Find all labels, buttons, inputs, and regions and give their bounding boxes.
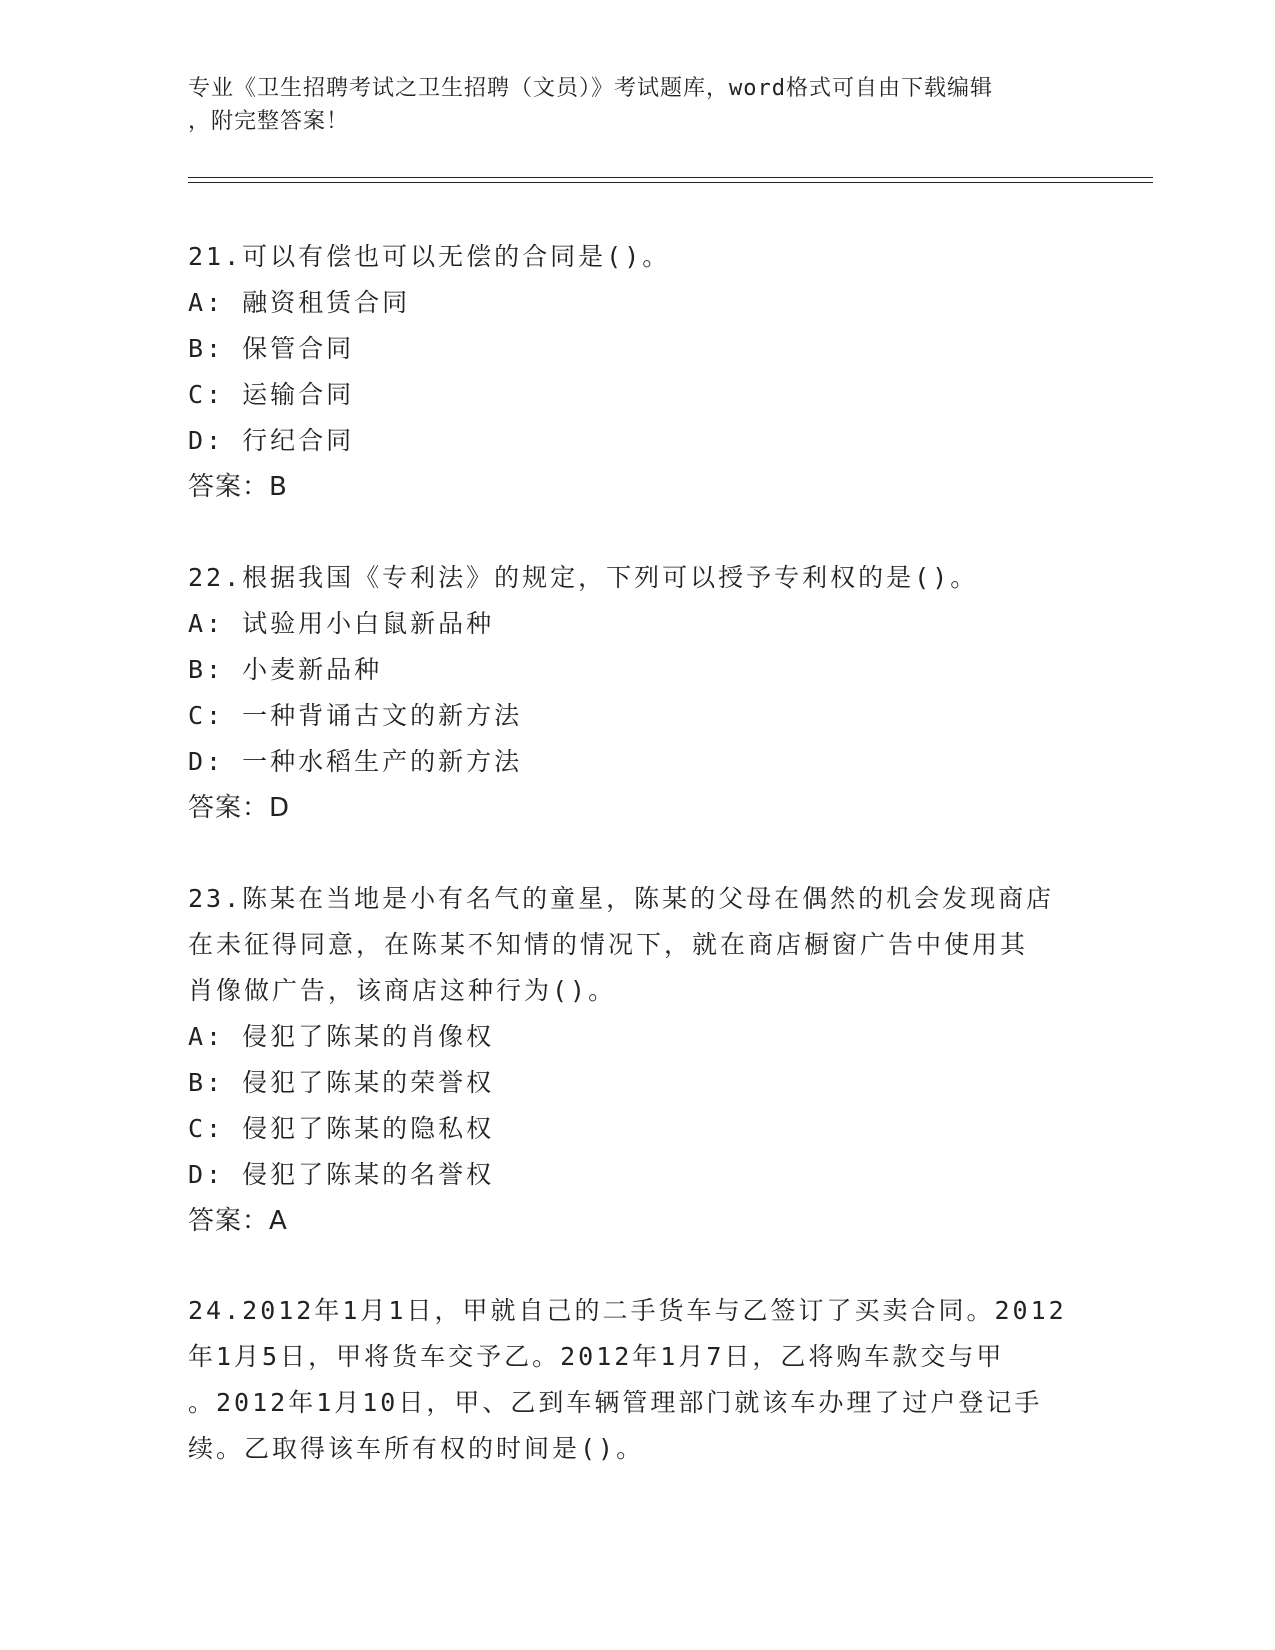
option-b: B: 侵犯了陈某的荣誉权 xyxy=(188,1068,495,1097)
option-b: B: 保管合同 xyxy=(188,334,355,363)
option-c: C: 一种背诵古文的新方法 xyxy=(188,701,523,730)
question-stem-line: 24.2012年1月1日，甲就自己的二手货车与乙签订了买卖合同。2012 xyxy=(188,1296,1067,1325)
header-divider-top xyxy=(188,177,1153,178)
header-divider-bottom xyxy=(188,182,1153,183)
option-d: D: 侵犯了陈某的名誉权 xyxy=(188,1160,495,1189)
question-stem-line: 23.陈某在当地是小有名气的童星，陈某的父母在偶然的机会发现商店 xyxy=(188,884,1055,913)
answer: 答案：B xyxy=(188,472,288,502)
answer: 答案：A xyxy=(188,1206,288,1236)
header-line-2: ，附完整答案！ xyxy=(188,109,350,134)
option-a: A: 侵犯了陈某的肖像权 xyxy=(188,1022,495,1051)
question-stem-line: 肖像做广告，该商店这种行为()。 xyxy=(188,976,617,1005)
question-stem-line: 在未征得同意，在陈某不知情的情况下，就在商店橱窗广告中使用其 xyxy=(188,930,1029,959)
document-header xyxy=(188,72,1108,138)
option-c: C: 运输合同 xyxy=(188,380,355,409)
header-line-1: 专业《卫生招聘考试之卫生招聘（文员）》考试题库，word格式可自由下载编辑 xyxy=(188,76,993,101)
question-21 xyxy=(188,234,1088,510)
option-a: A: 试验用小白鼠新品种 xyxy=(188,609,495,638)
question-23 xyxy=(188,876,1088,1244)
question-24 xyxy=(188,1288,1088,1472)
question-stem-line: 续。乙取得该车所有权的时间是()。 xyxy=(188,1434,645,1463)
question-22 xyxy=(188,555,1088,831)
question-stem-line: 21.可以有偿也可以无偿的合同是()。 xyxy=(188,242,671,271)
option-b: B: 小麦新品种 xyxy=(188,655,383,684)
answer: 答案：D xyxy=(188,793,291,823)
option-c: C: 侵犯了陈某的隐私权 xyxy=(188,1114,495,1143)
question-stem-line: 22.根据我国《专利法》的规定，下列可以授予专利权的是()。 xyxy=(188,563,979,592)
question-stem-line: 年1月5日，甲将货车交予乙。2012年1月7日，乙将购车款交与甲 xyxy=(188,1342,1005,1371)
option-d: D: 一种水稻生产的新方法 xyxy=(188,747,523,776)
option-a: A: 融资租赁合同 xyxy=(188,288,411,317)
question-stem-line: 。2012年1月10日，甲、乙到车辆管理部门就该车办理了过户登记手 xyxy=(188,1388,1043,1417)
option-d: D: 行纪合同 xyxy=(188,426,355,455)
